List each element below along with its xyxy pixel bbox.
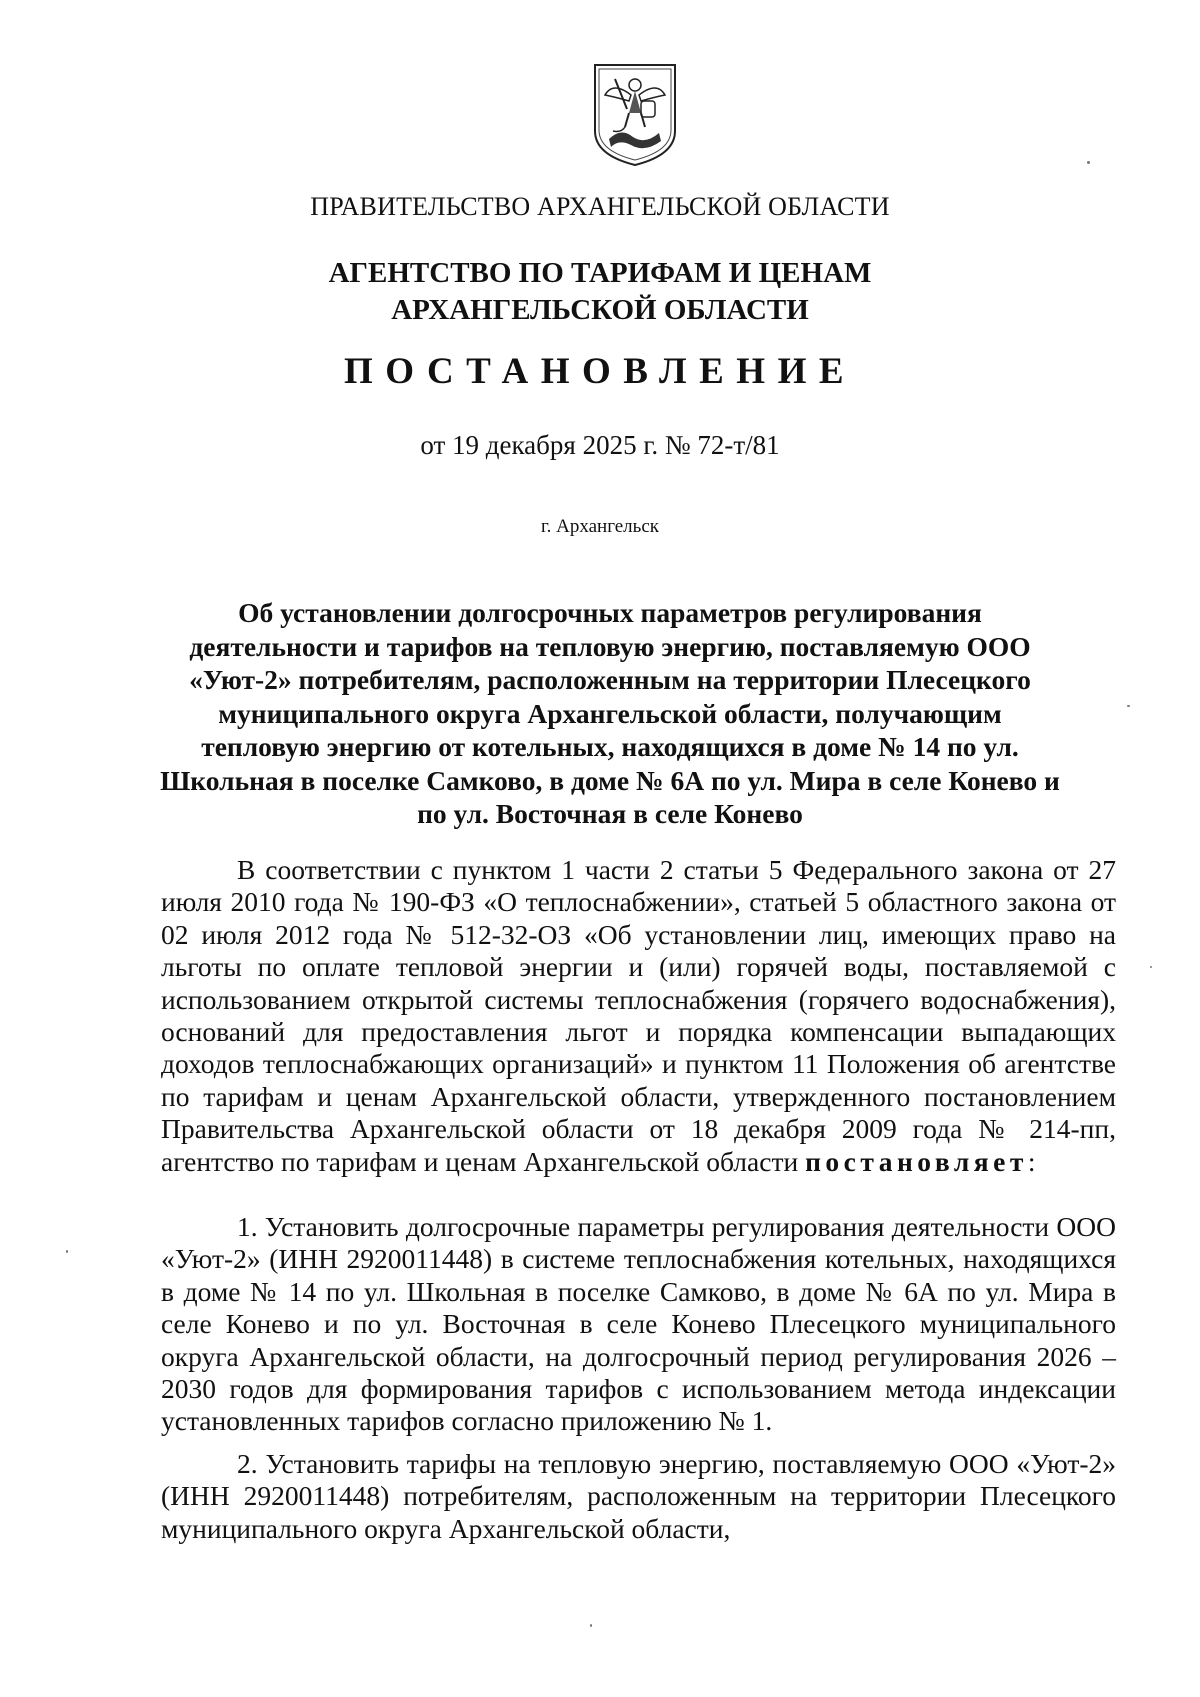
- agency-title-line1: АГЕНТСТВО ПО ТАРИФАМ И ЦЕНАМ: [328, 257, 872, 289]
- preamble-text: В соответствии с пунктом 1 части 2 статьи 5 Федерального закона от 27 июля 2010 года № 190-ФЗ «О теплоснабжении», статьей 5 областного закона от 02 июля 2012 года № 512-32-ОЗ «Об установлении лиц, имеющих право на льготы по оплате тепловой энергии и (или) горячей воды, поставляемой с использованием открытой системы теплоснабжения (горячего водоснабжения), оснований для предоставления льгот и порядка компенсации выпадающих доходов теплоснабжающих организаций» и пунктом 11 Положения об агентстве по тарифам и ценам Архангельской области, утвержденного постановлением Правительства Архангельской области от 18 декабря 2009 года № 214-пп, агентство по тарифам и ценам Архангельской области: [161, 854, 1116, 1177]
- agency-title: [0, 255, 1200, 329]
- agency-title-line2: АРХАНГЕЛЬСКОЙ ОБЛАСТИ: [391, 294, 809, 326]
- arkhangelsk-coat-of-arms-icon: [591, 61, 679, 169]
- government-title: ПРАВИТЕЛЬСТВО АРХАНГЕЛЬСКОЙ ОБЛАСТИ: [310, 192, 890, 221]
- city: г. Архангельск: [540, 516, 659, 537]
- document-type-title: ПОСТАНОВЛЕНИЕ: [343, 351, 857, 392]
- clause-1: 1. Установить долгосрочные параметры регулирования деятельности ООО «Уют-2» (ИНН 2920011448) в системе теплоснабжения котельных, находящихся в доме № 14 по ул. Школьная в поселке Самково, в доме № 6А по ул. Мира в селе Конево и по ул. Восточная в селе Конево Плесецкого муниципального округа Архангельской области, на долгосрочный период регулирования 2026 – 2030 годов для формирования тарифов с использованием метода индексации установленных тарифов согласно приложению № 1.: [161, 1211, 1116, 1437]
- scan-speck: [590, 1624, 592, 1627]
- scan-speck: [1087, 161, 1090, 164]
- scan-speck: [66, 1250, 68, 1253]
- date-and-number: от 19 декабря 2025 г. № 72-т/81: [420, 430, 780, 460]
- preamble-paragraph: [161, 854, 1116, 1178]
- scan-speck: [1127, 705, 1130, 707]
- resolves-colon: :: [1027, 1145, 1036, 1177]
- resolves-word: постановляет: [805, 1145, 1028, 1177]
- clause-2: 2. Установить тарифы на тепловую энергию, поставляемую ООО «Уют-2» (ИНН 2920011448) потребителям, расположенным на территории Плесецкого муниципального округа Архангельской области,: [161, 1448, 1116, 1544]
- document-subject: Об установлении долгосрочных параметров регулирования деятельности и тарифов на тепловую энергию, поставляемую ООО «Уют-2» потребителям, расположенным на территории Плесецкого муниципального округа Архангельской области, получающим тепловую энергию от котельных, находящихся в доме № 14 по ул. Школьная в поселке Самково, в доме № 6А по ул. Мира в селе Конево и по ул. Восточная в селе Конево: [160, 597, 1060, 829]
- scan-speck: [1150, 966, 1152, 968]
